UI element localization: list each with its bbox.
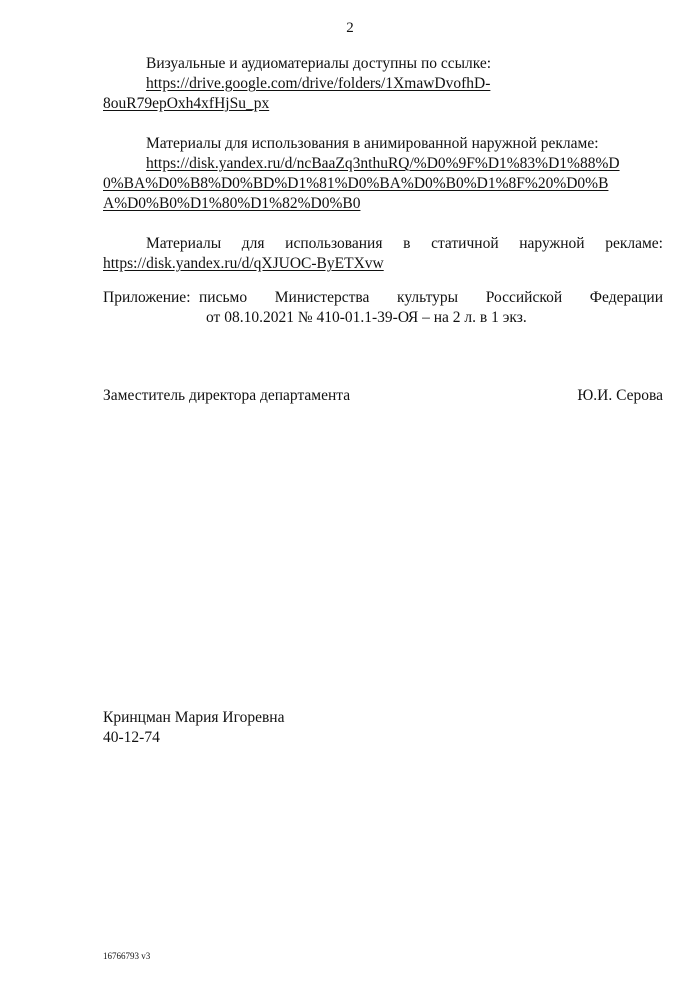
- animated-materials-link-part3: A%D0%B0%D1%80%D1%82%D0%B0: [103, 195, 361, 212]
- page-number: 2: [346, 20, 354, 36]
- appendix-section: [103, 288, 663, 328]
- visual-materials-link-part1: https://drive.google.com/drive/folders/1XmawDvofhD-: [146, 75, 491, 92]
- static-materials-text: Материалы для использования в статичной наружной рекламе:: [146, 235, 663, 252]
- animated-materials-link-part2: 0%BA%D0%B8%D0%BD%D1%81%D0%BA%D0%B0%D1%8F%20%D0%B: [103, 175, 609, 192]
- appendix-line1: письмо Министерства культуры Российской Федерации: [199, 289, 663, 306]
- appendix-line2: от 08.10.2021 № 410-01.1-39-ОЯ – на 2 л. в 1 экз.: [206, 309, 527, 326]
- static-materials-link-text: https://disk.yandex.ru/d/qXJUOC-ByETXvw: [103, 255, 384, 272]
- visual-materials-link-part2: 8ouR79epOxh4xfHjSu_px: [103, 95, 270, 112]
- executor-name: Кринцман Мария Игоревна: [103, 709, 285, 726]
- executor-phone: 40-12-74: [103, 729, 160, 746]
- signatory-position: Заместитель директора департамента: [103, 387, 351, 404]
- appendix-label: Приложение:: [103, 289, 191, 306]
- executor-block: [103, 708, 284, 748]
- animated-materials-link-part1: https://disk.yandex.ru/d/ncBaaZq3nthuRQ/%D0%9F%D1%83%D1%88%D: [146, 155, 620, 172]
- animated-materials-text: Материалы для использования в анимированной наружной рекламе:: [146, 135, 599, 152]
- visual-materials-section: [103, 54, 663, 114]
- static-materials-link[interactable]: [103, 254, 663, 274]
- signature-block: [103, 386, 663, 406]
- signatory-name: Ю.И. Серова: [577, 387, 663, 404]
- document-id: 16766793 v3: [103, 951, 151, 961]
- visual-materials-text: Визуальные и аудиоматериалы доступны по ссылке:: [146, 55, 492, 72]
- animated-materials-section: [103, 134, 663, 214]
- animated-materials-link[interactable]: [103, 154, 663, 214]
- static-materials-section: [103, 234, 663, 274]
- visual-materials-link[interactable]: [103, 74, 663, 114]
